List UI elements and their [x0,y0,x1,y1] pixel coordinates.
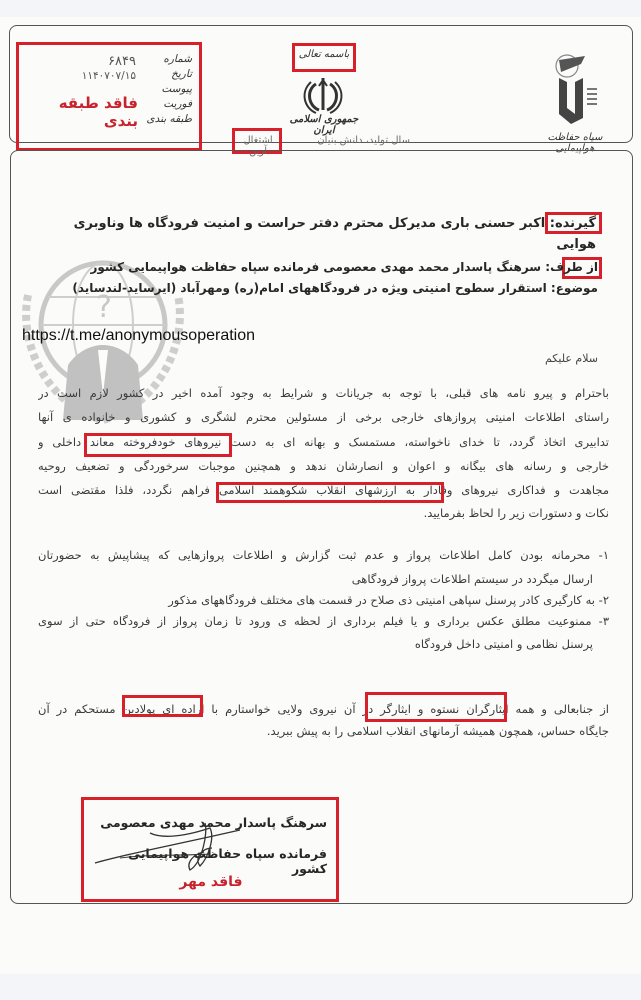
paragraph-1-line-3: تدابیری اتخاذ گردد، تا خدای ناخواسته، مستمسک و بهانه ای به دست نیروهای خودفروخته معاند داخلی و [38,435,609,449]
label-date: تاریخ [171,68,192,80]
bismillah-text: باسمه تعالی [298,49,350,60]
irgc-logo-icon [545,52,601,126]
svg-text:?: ? [96,290,112,325]
metadata-labels [140,52,192,127]
signatory-name: سرهنگ پاسدار محمد مهدی معصومی [100,815,327,830]
no-seal-annotation: فاقد مهر [179,874,243,890]
paragraph-1-line-4: خارجی و رسانه های بیگانه و اعوان و انصارشان ندهد و همچنین موجبات سرخوردگی و تضعیف روحیه [38,459,609,473]
item-2-line-1: ۲- به کارگیری کادر پرسنل سپاهی امنیتی ذی صلاح در قسمت های مختلف فرودگاههای مذکور [168,593,609,607]
year-slogan-suffix: اشتغال آرین [243,135,273,157]
closing-line-1: از جنابعالی و همه ایثارگران نستوه و ایثارگر در آن نیروی ولایی خواستارم با اراده ای پولادین مستحکم در آن [38,702,609,716]
handwritten-signature-icon [90,808,270,878]
highlight-box-traitor-forces [84,433,232,457]
recipient-text-continued: هوایی [556,237,596,252]
closing-line-2: جایگاه حساس، همچون همیشه آرمانهای انقلاب اسلامی را به پیش ببرید. [266,724,609,738]
org-name: سپاه حفاظت هواپیمایی [547,132,603,154]
sender-label: از طرف: [545,260,598,274]
item-3-line-2: پرسنل نظامی و امنیتی داخل فرودگاه [414,637,593,651]
emblem-caption: جمهوری اسلامی ایران [289,114,359,136]
sender-text: سرهنگ پاسدار محمد مهدی معصومی فرمانده سپاه حفاظت هواپیمایی کشور [90,260,542,274]
paragraph-1-line-6: نکات و دستورات زیر را لحاظ بفرمایید. [423,506,609,520]
item-1-line-1: ۱- محرمانه بودن کامل اطلاعات پرواز و عدم ثبت گزارش و اطلاعات پروازهایی که پیشاپیش به حضورتان [38,548,609,562]
paragraph-1-line-2: راستای اطلاعات امنیتی پروازهای خارجی برخی از مسئولین محترم لشگری و کشوری و خانواده ی آنها [38,410,609,424]
label-classification: طبقه بندی [146,113,192,125]
item-1-line-2: ارسال میگردد در سیستم اطلاعات پرواز فرودگاهی [351,572,593,586]
year-slogan-prefix: سال تولید، دانش بنیان [317,135,410,146]
iran-emblem-icon [302,74,344,116]
no-classification-annotation: فاقد طبقه بندی [58,94,138,130]
sender-line [90,260,598,274]
subject-line: موضوع: استقرار سطوح امنیتی ویژه در فرودگاههای امام(ره) ومهرآباد (ایرساید-لندساید) [72,281,598,295]
label-priority: فوریت [163,98,192,110]
letter-date: ۱۱۴۰۷۰۷/۱۵ [81,70,136,82]
highlight-box-steel-will [122,695,203,717]
watermark-url: https://t.me/anonymousoperation [22,327,256,344]
highlight-box-loyal-forces [216,482,444,503]
paragraph-1-line-1: باحترام و پیرو نامه های قبلی، با توجه به جریانات و شرایط به وجود آمده اخیر در کشور لازم است در [38,386,609,400]
signatory-title: فرمانده سپاه حفاظت هواپیمایی کشور [128,846,327,876]
highlight-box-devotees [365,692,507,722]
label-attachment: پیوست [161,83,192,95]
item-3-line-1: ۳- ممنوعیت مطلق عکس برداری و یا فیلم برداری از لحظه ی ورود تا زمان پرواز از فرودگاه حتی از سوی [38,614,609,628]
recipient-label: گیرنده: [549,216,596,231]
paragraph-1-line-5: مجاهدت و فداکاری نیروهای وفادار به ارزشهای انقلاب شکوهمند اسلامی فراهم نگردد، فلذا مقتضی است [38,483,609,497]
letter-number: ۶۸۴۹ [108,54,136,69]
label-number: شماره [163,53,192,65]
greeting: سلام علیکم [544,352,598,365]
recipient-line [30,216,596,231]
recipient-text: اکبر حسنی باری مدیرکل محترم دفتر حراست و امنیت فرودگاه ها وناوبری [73,216,546,231]
